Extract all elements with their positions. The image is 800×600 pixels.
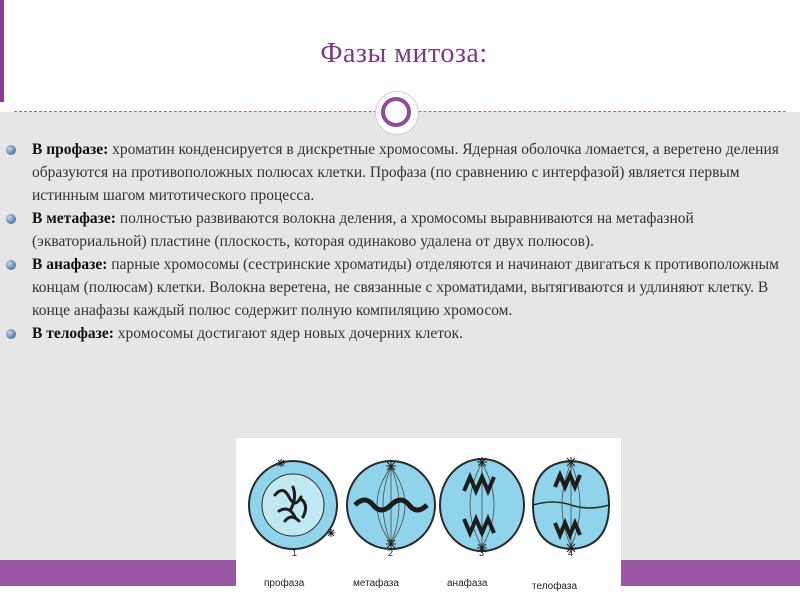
bullet-label: В метафазе: <box>32 210 116 227</box>
bullet-list <box>6 138 786 345</box>
bullet-icon <box>6 214 16 224</box>
prophase-cell-image <box>245 451 341 559</box>
bullet-icon <box>6 145 16 155</box>
bullet-label: В телофазе: <box>32 325 114 342</box>
figure-number: 4 <box>568 548 574 558</box>
bullet-text: полностью развиваются волокна деления, а хромосомы выравниваются на метафазной (экваториальной) пластине (плоскость, которая одинаково удалена от двух полюсов). <box>32 210 694 250</box>
bullet-text: хроматин конденсируется в дискретные хромосомы. Ядерная оболочка ломается, а веретено деления образуются на противоположных полюсах клетки. Профаза (по сравнению с интерфазой) является первым истинным шагом митотического процесса. <box>32 141 779 204</box>
figure-number: 3 <box>479 548 485 558</box>
phase-label: телофаза <box>532 581 578 592</box>
bullet-metaphase <box>6 207 786 253</box>
slide-title: Фазы митоза: <box>320 38 488 69</box>
bullet-prophase <box>6 138 786 207</box>
bullet-anaphase <box>6 253 786 322</box>
phase-label: анафаза <box>447 578 488 589</box>
bullet-icon <box>6 329 16 339</box>
telophase-cell-image <box>523 451 619 559</box>
bullet-text: парные хромосомы (сестринские хроматиды) отделяются и начинают двигаться к противоположным концам (полюсам) клетки. Волокна веретена, не связанные с хроматидами, вытягиваются и удлиняют клетку. В конце анафазы каждый полюс содержит полную компиляцию хромосом. <box>32 256 779 319</box>
figure-number: 2 <box>388 548 394 558</box>
bullet-label: В анафазе: <box>32 256 108 273</box>
figure-number: 1 <box>292 548 298 558</box>
divider-ring-icon <box>381 97 411 127</box>
anaphase-cell-image <box>434 451 530 559</box>
bullet-telophase <box>6 322 786 345</box>
phase-label: профаза <box>264 578 305 589</box>
metaphase-cell-image <box>343 451 439 559</box>
bullet-label: В профазе: <box>32 141 109 158</box>
title-area <box>0 0 800 102</box>
phase-label: метафаза <box>353 578 399 589</box>
mitosis-figure <box>236 438 621 600</box>
bullet-text: хромосомы достигают ядер новых дочерних клеток. <box>113 325 464 342</box>
bullet-icon <box>6 260 16 270</box>
